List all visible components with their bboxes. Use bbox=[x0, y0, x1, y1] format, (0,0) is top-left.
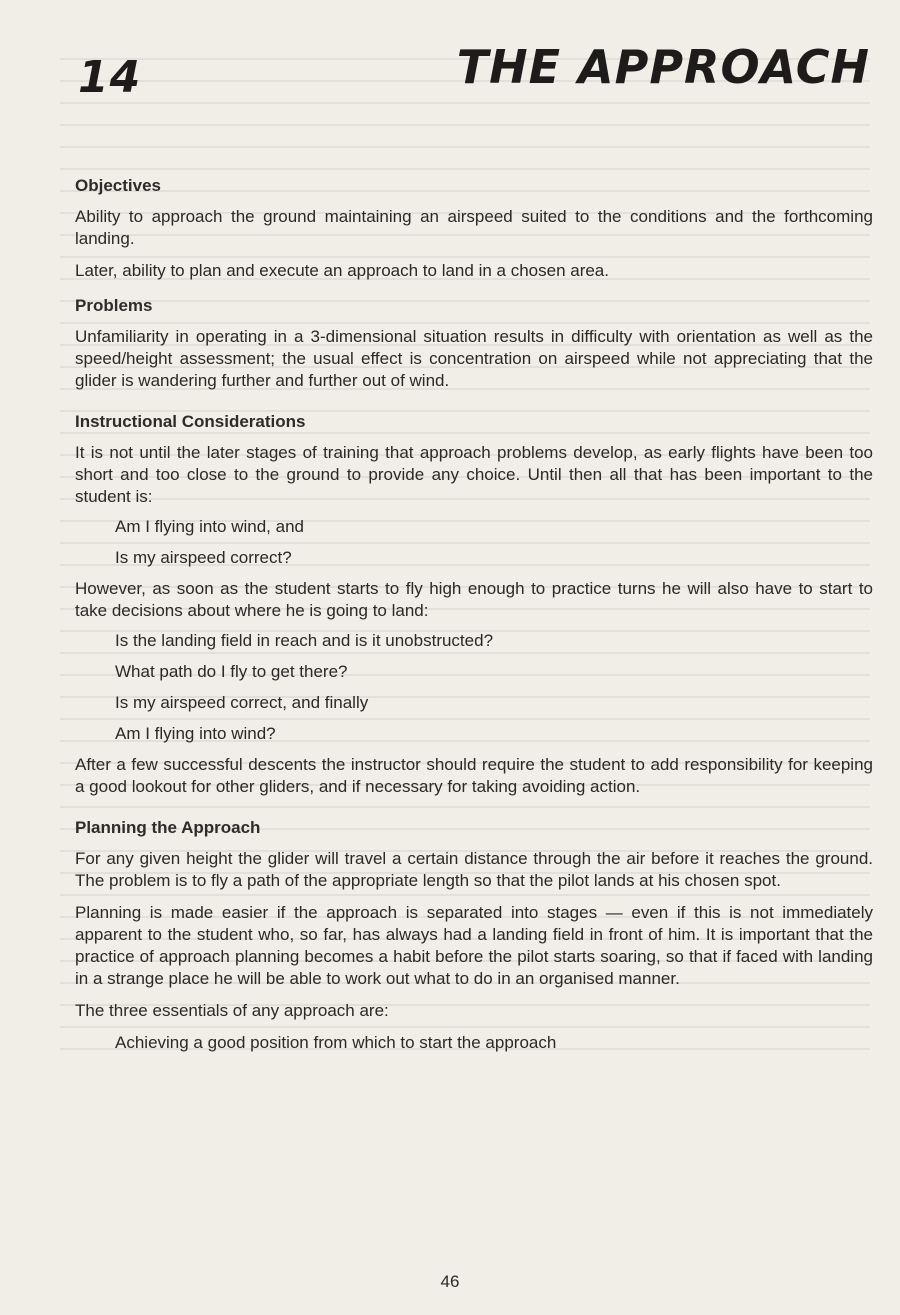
paragraph: Ability to approach the ground maintaining an airspeed suited to the conditions and the forthcoming landing. bbox=[75, 207, 873, 248]
paragraph: It is not until the later stages of training that approach problems develop, as early flights have been too short and too close to the ground to provide any choice. Until then all that has been important to the student is: bbox=[75, 443, 873, 506]
question-line: Is my airspeed correct? bbox=[115, 548, 292, 567]
page-content bbox=[75, 176, 873, 1063]
paragraph: However, as soon as the student starts to fly high enough to practice turns he will also have to start to take decisions about where he is going to land: bbox=[75, 579, 873, 620]
question-line: Am I flying into wind? bbox=[115, 724, 276, 743]
chapter-number: 14 bbox=[78, 52, 142, 103]
paragraph: Planning is made easier if the approach is separated into stages — even if this is not immediately apparent to the student who, so far, has always had a landing field in front of him. It is important that the practice of approach planning becomes a habit before the pilot starts soaring, so that if faced with landing in a strange place he will be able to work out what to do in an organised manner. bbox=[75, 903, 873, 988]
paragraph: The three essentials of any approach are: bbox=[75, 1001, 389, 1020]
page-number: 46 bbox=[440, 1272, 460, 1291]
section-heading: Planning the Approach bbox=[75, 818, 261, 837]
section-objectives bbox=[75, 176, 873, 282]
question-line: Is my airspeed correct, and finally bbox=[115, 693, 369, 712]
question-line: Am I flying into wind, and bbox=[115, 517, 304, 536]
question-line: What path do I fly to get there? bbox=[115, 662, 348, 681]
section-instructional-considerations bbox=[75, 412, 873, 798]
section-planning-the-approach bbox=[75, 818, 873, 1054]
paragraph: Unfamiliarity in operating in a 3-dimensional situation results in difficulty with orientation as well as the speed/height assessment; the usual effect is concentration on airspeed while not appreciating that the glider is wandering further and further out of wind. bbox=[75, 327, 873, 390]
question-line: Is the landing field in reach and is it unobstructed? bbox=[115, 631, 494, 650]
question-line: Achieving a good position from which to start the approach bbox=[115, 1033, 557, 1052]
paragraph: For any given height the glider will travel a certain distance through the air before it reaches the ground. The problem is to fly a path of the appropriate length so that the pilot lands at his chosen spot. bbox=[75, 849, 873, 890]
paragraph: Later, ability to plan and execute an approach to land in a chosen area. bbox=[75, 261, 609, 280]
section-heading: Instructional Considerations bbox=[75, 412, 306, 431]
paragraph: After a few successful descents the instructor should require the student to add responsibility for keeping a good lookout for other gliders, and if necessary for taking avoiding action. bbox=[75, 755, 873, 796]
section-heading: Problems bbox=[75, 296, 153, 315]
chapter-title: THE APPROACH bbox=[456, 40, 870, 94]
section-problems bbox=[75, 296, 873, 392]
section-heading: Objectives bbox=[75, 176, 161, 195]
